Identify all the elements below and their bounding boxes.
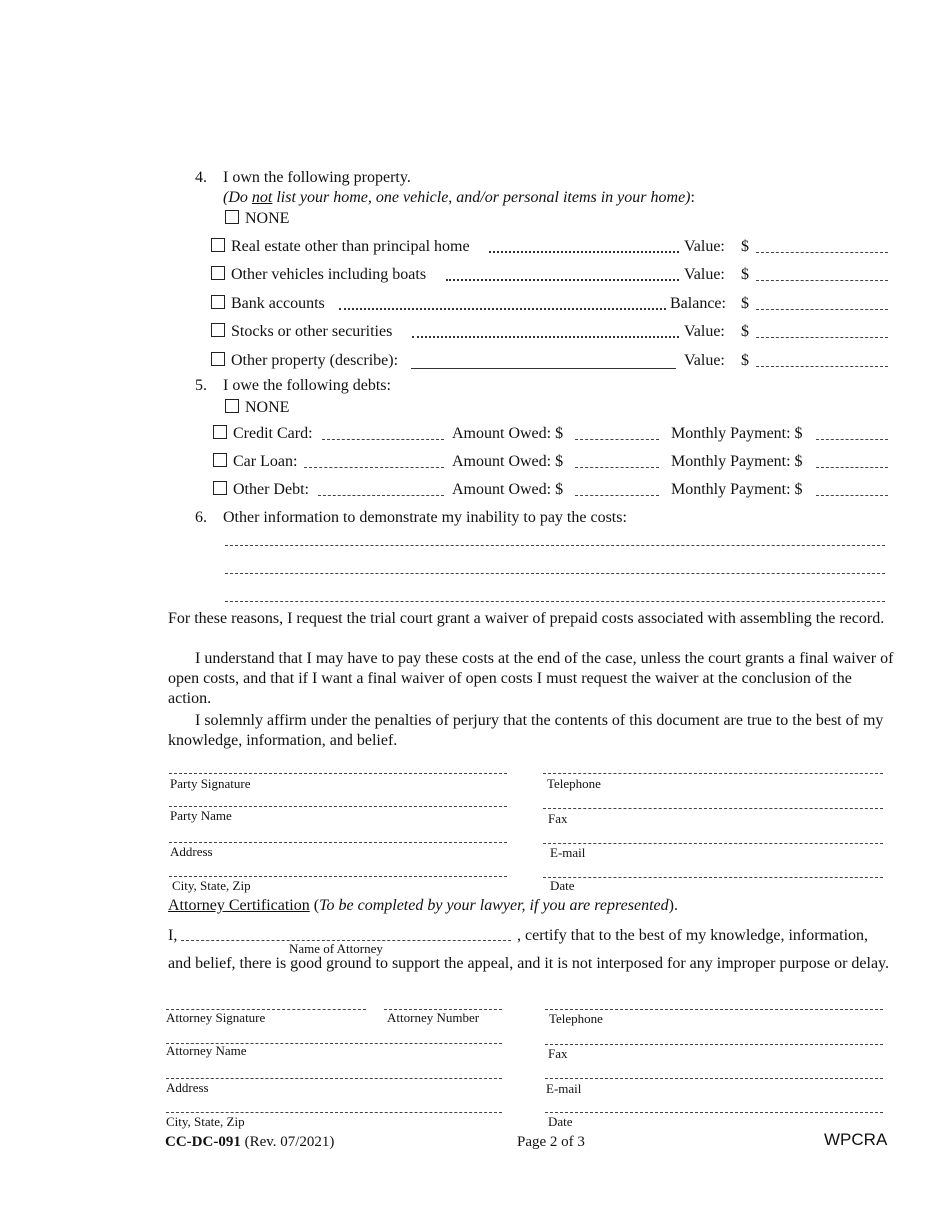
amount-owed-field[interactable]: [575, 495, 659, 496]
bank-accounts-checkbox[interactable]: [211, 295, 225, 309]
monthly-payment-field[interactable]: [816, 467, 888, 468]
cert-statement: , certify that to the best of my knowledge, information,: [517, 927, 869, 944]
attorney-name-label: Attorney Name: [166, 1043, 247, 1058]
stocks-checkbox[interactable]: [211, 323, 225, 337]
item4-number: 4.: [195, 169, 207, 186]
party-name-line[interactable]: [169, 806, 507, 807]
none-checkbox[interactable]: [225, 399, 239, 413]
value-field[interactable]: [756, 280, 888, 281]
cert-start: I,: [168, 927, 178, 944]
explanation-line[interactable]: [225, 545, 885, 546]
value-field[interactable]: [756, 337, 888, 338]
value-field[interactable]: [756, 366, 888, 367]
attorney-address-line[interactable]: [166, 1078, 502, 1079]
item4-title: I own the following property.: [223, 169, 411, 186]
debt-row-car-loan[interactable]: Car Loan:: [213, 452, 297, 472]
attorney-signature-label: Attorney Signature: [166, 1010, 266, 1025]
name-of-attorney-caption: Name of Attorney: [289, 941, 383, 956]
amount-owed-label: Amount Owed: $: [452, 425, 564, 442]
currency-symbol: $: [741, 323, 749, 340]
currency-symbol: $: [741, 352, 749, 369]
form-id: CC-DC-091 (Rev. 07/2021): [165, 1134, 335, 1150]
creditor-field[interactable]: [318, 495, 444, 496]
party-email-line[interactable]: [543, 843, 883, 844]
explanation-line[interactable]: [225, 573, 885, 574]
amount-owed-label: Amount Owed: $: [452, 453, 564, 470]
real-estate-checkbox[interactable]: [211, 238, 225, 252]
dot-leader: [412, 336, 679, 338]
party-name-label: Party Name: [170, 808, 232, 823]
party-fax-line[interactable]: [543, 808, 883, 809]
item4-none-option[interactable]: NONE: [225, 209, 289, 229]
property-row-vehicles[interactable]: Other vehicles including boats: [211, 265, 426, 285]
attorney-telephone-label: Telephone: [549, 1011, 603, 1026]
form-code: WPCRA: [824, 1130, 888, 1149]
attorney-number-label: Attorney Number: [387, 1010, 480, 1025]
vehicles-checkbox[interactable]: [211, 266, 225, 280]
monthly-payment-label: Monthly Payment: $: [671, 425, 803, 442]
item5-none-option[interactable]: NONE: [225, 398, 289, 418]
page-number: Page 2 of 3: [517, 1134, 585, 1150]
credit-card-checkbox[interactable]: [213, 425, 227, 439]
item6-title: Other information to demonstrate my inability to pay the costs:: [223, 509, 627, 526]
attorney-fax-line[interactable]: [545, 1044, 883, 1045]
dot-leader: [446, 279, 679, 281]
party-email-label: E-mail: [550, 845, 586, 860]
dot-leader: [339, 308, 666, 310]
debt-row-other-debt[interactable]: Other Debt:: [213, 480, 309, 500]
currency-symbol: $: [741, 266, 749, 283]
creditor-field[interactable]: [322, 439, 444, 440]
explanation-line[interactable]: [225, 601, 885, 602]
party-address-label: Address: [170, 844, 213, 859]
item5-title: I owe the following debts:: [223, 377, 391, 394]
property-row-bank-accounts[interactable]: Bank accounts: [211, 294, 325, 314]
other-debt-checkbox[interactable]: [213, 481, 227, 495]
party-signature-label: Party Signature: [170, 776, 251, 791]
value-label: Value:: [684, 323, 725, 340]
attorney-telephone-line[interactable]: [545, 1009, 883, 1010]
car-loan-checkbox[interactable]: [213, 453, 227, 467]
attorney-date-label: Date: [548, 1114, 573, 1129]
balance-label: Balance:: [670, 295, 726, 312]
amount-owed-label: Amount Owed: $: [452, 481, 564, 498]
property-row-stocks[interactable]: Stocks or other securities: [211, 322, 392, 342]
debt-row-credit-card[interactable]: Credit Card:: [213, 424, 313, 444]
attorney-email-line[interactable]: [545, 1078, 883, 1079]
cert-continuation: and belief, there is good ground to support the appeal, and it is not interposed for any improper purpose or delay.: [168, 955, 889, 972]
attorney-fax-label: Fax: [548, 1046, 568, 1061]
party-date-line[interactable]: [543, 877, 883, 878]
currency-symbol: $: [741, 295, 749, 312]
party-city-label: City, State, Zip: [172, 878, 251, 893]
other-property-checkbox[interactable]: [211, 352, 225, 366]
party-telephone-label: Telephone: [547, 776, 601, 791]
attorney-city-line[interactable]: [166, 1112, 502, 1113]
party-fax-label: Fax: [548, 811, 568, 826]
attorney-city-label: City, State, Zip: [166, 1114, 245, 1129]
party-address-line[interactable]: [169, 842, 507, 843]
value-label: Value:: [684, 238, 725, 255]
affirmation-paragraph: I solemnly affirm under the penalties of perjury that the contents of this document are true to the best of my knowledge, information, and belief.: [168, 712, 884, 749]
attorney-date-line[interactable]: [545, 1112, 883, 1113]
none-checkbox[interactable]: [225, 210, 239, 224]
describe-field[interactable]: [411, 368, 676, 369]
property-row-real-estate[interactable]: Real estate other than principal home: [211, 237, 470, 257]
amount-owed-field[interactable]: [575, 439, 659, 440]
item4-instruction: (Do not list your home, one vehicle, and/or personal items in your home):: [223, 189, 695, 206]
attorney-address-label: Address: [166, 1080, 209, 1095]
amount-owed-field[interactable]: [575, 467, 659, 468]
value-label: Value:: [684, 266, 725, 283]
request-paragraph: For these reasons, I request the trial court grant a waiver of prepaid costs associated with assembling the record.: [168, 610, 885, 627]
attorney-email-label: E-mail: [546, 1081, 582, 1096]
item5-number: 5.: [195, 377, 207, 394]
attorney-heading: Attorney Certification (To be completed by your lawyer, if you are represented).: [168, 897, 678, 914]
monthly-payment-label: Monthly Payment: $: [671, 481, 803, 498]
party-date-label: Date: [550, 878, 575, 893]
value-label: Value:: [684, 352, 725, 369]
party-signature-line[interactable]: [169, 773, 507, 774]
value-field[interactable]: [756, 309, 888, 310]
party-telephone-line[interactable]: [543, 773, 883, 774]
monthly-payment-field[interactable]: [816, 495, 888, 496]
monthly-payment-field[interactable]: [816, 439, 888, 440]
dot-leader: [489, 251, 679, 253]
creditor-field[interactable]: [304, 467, 444, 468]
item6-number: 6.: [195, 509, 207, 526]
party-city-line[interactable]: [169, 876, 507, 877]
understanding-paragraph: I understand that I may have to pay these costs at the end of the case, unless the court grants a final waiver of open costs, and that if I want a final waiver of open costs I must request the waiver at the conclusion of the action.: [168, 650, 894, 707]
monthly-payment-label: Monthly Payment: $: [671, 453, 803, 470]
property-row-other[interactable]: Other property (describe):: [211, 351, 398, 371]
value-field[interactable]: [756, 252, 888, 253]
currency-symbol: $: [741, 238, 749, 255]
